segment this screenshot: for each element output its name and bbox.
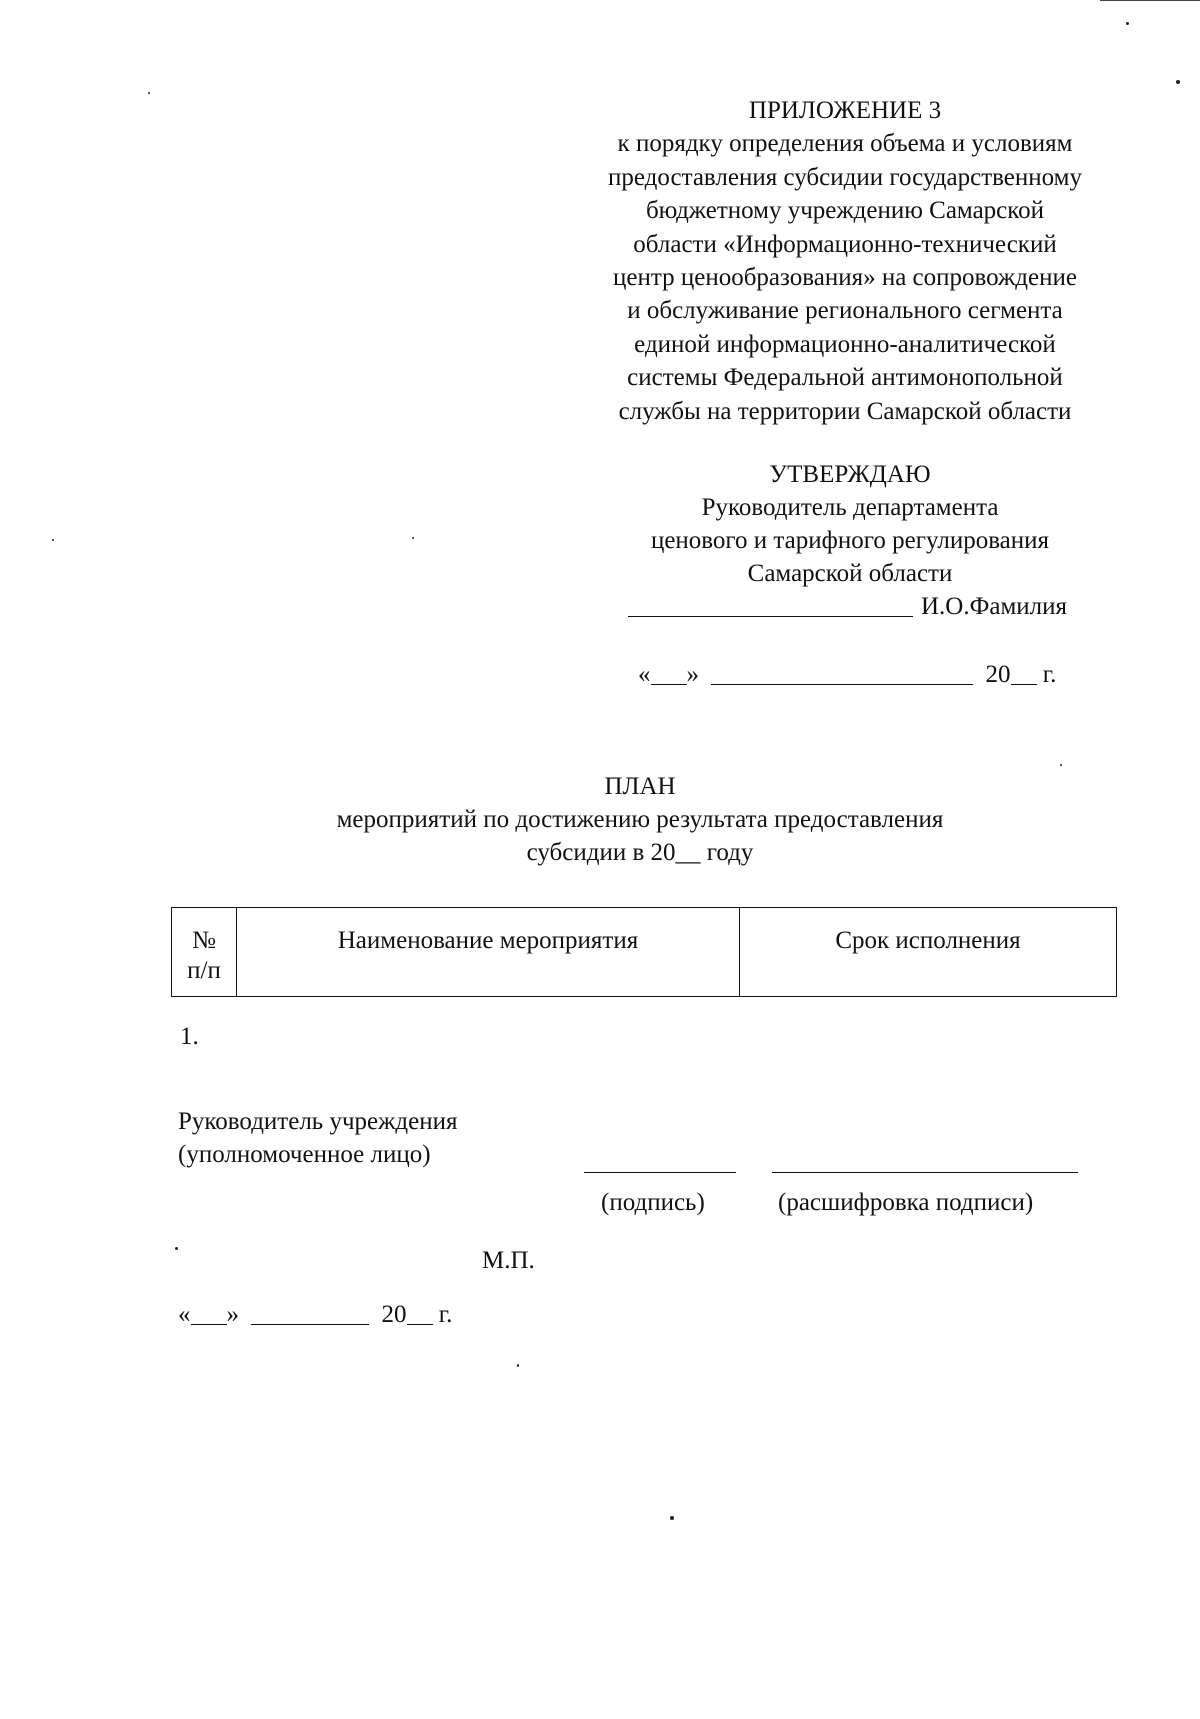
- appendix-line: к порядку определения объема и условиям: [617, 130, 1073, 158]
- institution-head-label: [178, 1105, 457, 1171]
- number-sign: №: [192, 927, 216, 954]
- approval-signer-name: И.О.Фамилия: [921, 593, 1068, 620]
- approval-signature-row: [628, 590, 1098, 624]
- appendix-title: ПРИЛОЖЕНИЕ 3: [748, 97, 942, 124]
- scan-speck: [175, 1247, 178, 1250]
- year-suffix: г.: [432, 1301, 453, 1328]
- year-prefix: 20: [985, 661, 1011, 688]
- date-quote-open: «: [638, 661, 651, 688]
- day-blank: [191, 1298, 227, 1325]
- plan-subtitle: субсидии в 20__ году: [526, 839, 754, 866]
- column-header-number: [172, 908, 237, 997]
- appendix-line: службы на территории Самарской области: [618, 397, 1072, 425]
- events-table: [171, 907, 1117, 997]
- column-header-event-name: Наименование мероприятия: [237, 908, 740, 997]
- institution-head-line: (уполномоченное лицо): [178, 1141, 431, 1168]
- appendix-line: области «Информационно-технический: [633, 230, 1057, 258]
- year-blank: [407, 1298, 433, 1325]
- day-blank: [651, 658, 687, 685]
- institution-head-line: Руководитель учреждения: [178, 1108, 458, 1135]
- year-prefix: 20: [381, 1301, 407, 1328]
- signature-decoding-blank: [772, 1172, 1078, 1173]
- appendix-line: бюджетному учреждению Самарской: [645, 197, 1045, 225]
- plan-heading: [240, 770, 1040, 869]
- approval-line: Самарской области: [747, 560, 953, 587]
- stamp-place-label: М.П.: [482, 1247, 535, 1274]
- column-header-deadline: Срок исполнения: [740, 908, 1117, 997]
- plan-title: ПЛАН: [604, 773, 676, 800]
- appendix-header: [560, 94, 1130, 428]
- date-quote-close: »: [226, 1301, 239, 1328]
- signature-caption: (подпись): [601, 1189, 705, 1216]
- signature-decoding-caption: (расшифровка подписи): [778, 1189, 1034, 1216]
- table-row-number: 1.: [180, 1023, 199, 1050]
- footer-date-row: [178, 1298, 452, 1332]
- date-quote-close: »: [686, 661, 699, 688]
- appendix-line: предоставления субсидии государственному: [608, 163, 1082, 191]
- signature-blank: [584, 1172, 736, 1173]
- approval-block: [600, 458, 1100, 590]
- appendix-line: системы Федеральной антимонопольной: [627, 364, 1063, 392]
- date-quote-open: «: [178, 1301, 191, 1328]
- scan-speck: [1176, 80, 1180, 84]
- scan-edge-mark: [1100, 0, 1200, 1]
- scan-speck: [1126, 22, 1129, 25]
- scan-speck: [670, 1516, 674, 1520]
- approval-line: Руководитель департамента: [701, 494, 999, 521]
- number-abbrev: п/п: [187, 957, 221, 984]
- month-blank: [711, 658, 973, 685]
- year-blank: [1011, 658, 1037, 685]
- scan-speck: [517, 1364, 519, 1367]
- approval-line: ценового и тарифного регулирования: [650, 527, 1050, 554]
- appendix-line: центр ценообразования» на сопровождение: [613, 264, 1077, 292]
- approval-title: УТВЕРЖДАЮ: [769, 461, 931, 488]
- year-suffix: г.: [1036, 661, 1057, 688]
- table-header-row: [172, 908, 1117, 997]
- approval-date-row: [638, 658, 1056, 692]
- scan-speck: [1060, 764, 1062, 766]
- appendix-line: единой информационно-аналитической: [634, 330, 1056, 358]
- appendix-line: и обслуживание регионального сегмента: [627, 297, 1063, 325]
- approval-signature-blank: [628, 590, 913, 617]
- month-blank: [251, 1298, 369, 1325]
- scan-speck: [412, 537, 414, 539]
- scan-speck: [148, 92, 150, 94]
- scan-speck: [52, 539, 54, 541]
- plan-subtitle: мероприятий по достижению результата предоставления: [336, 806, 944, 833]
